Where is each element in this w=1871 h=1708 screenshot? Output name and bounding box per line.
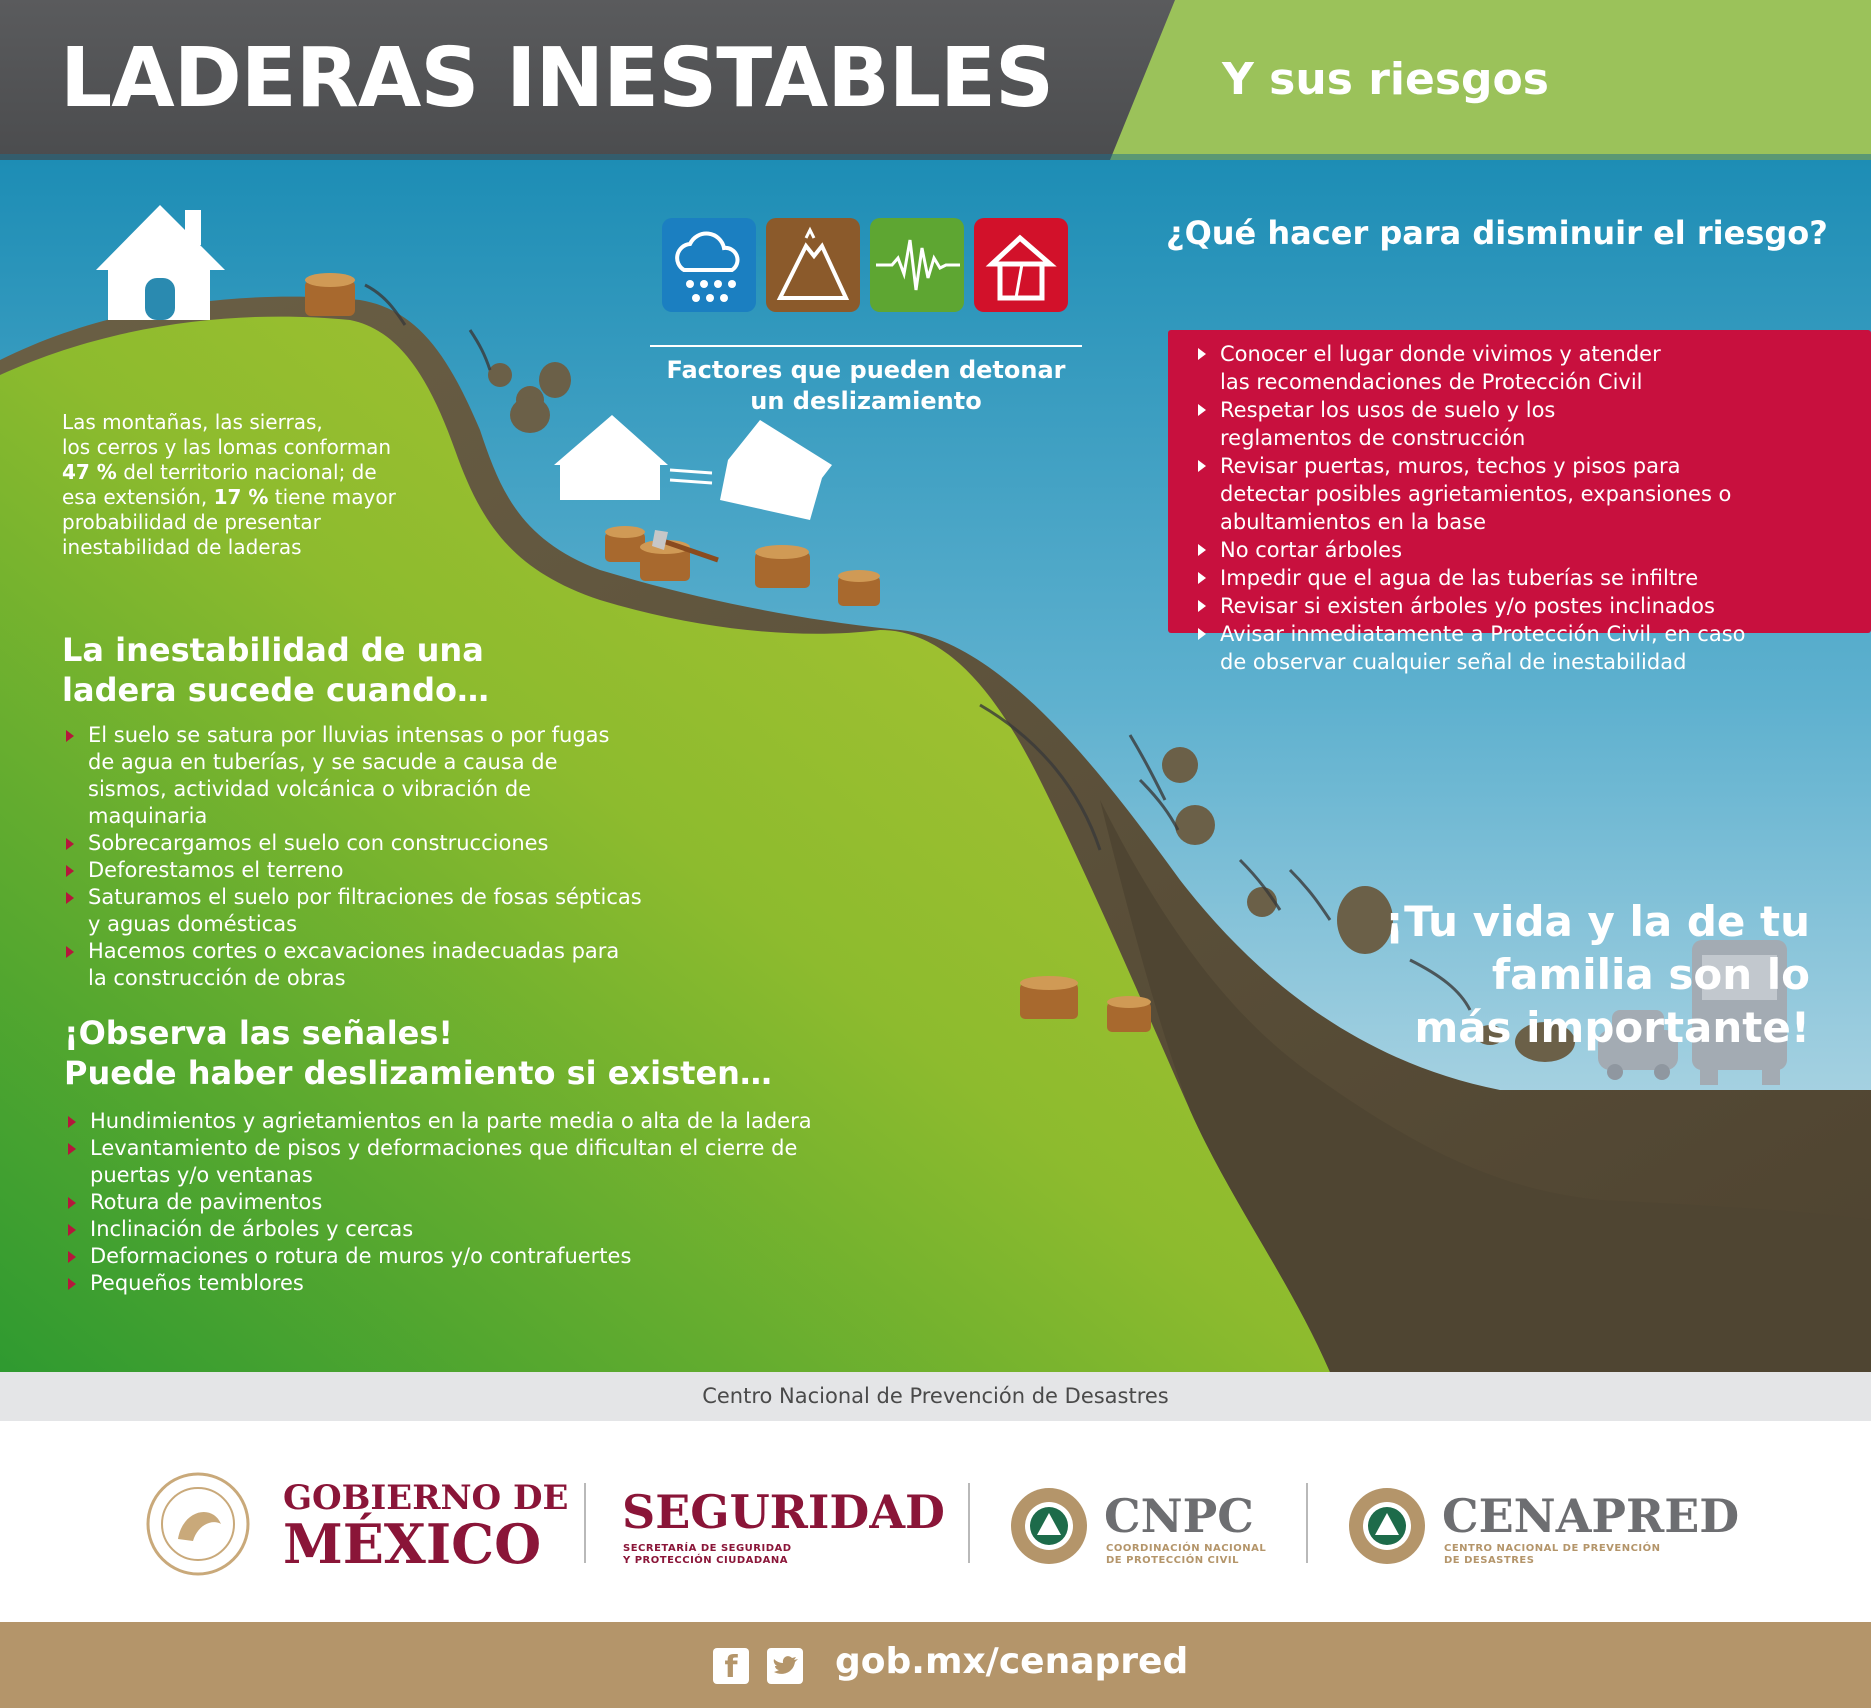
facebook-icon[interactable]: f: [713, 1648, 749, 1684]
page-title: LADERAS INESTABLES: [60, 31, 1054, 126]
causes-list: [62, 722, 682, 992]
list-item: Hundimientos y agrietamientos en la parte media o alta de la ladera: [64, 1108, 844, 1135]
twitter-icon[interactable]: [767, 1648, 803, 1684]
cnpc-subtitle-2: DE PROTECCIÓN CIVIL: [1106, 1555, 1239, 1566]
list-item: Saturamos el suelo por filtraciones de fosas sépticas y aguas domésticas: [62, 884, 652, 938]
volcano-icon: [766, 218, 860, 312]
credit-text: Centro Nacional de Prevención de Desastres: [702, 1384, 1169, 1408]
list-item: Revisar puertas, muros, techos y pisos para detectar posibles agrietamientos, expansiones o abultamientos en la base: [1194, 452, 1734, 536]
slogan: ¡Tu vida y la de tu familia son lo más importante!: [1384, 897, 1810, 1052]
gobierno-logo-line1: GOBIERNO DE: [283, 1478, 569, 1518]
rain-icon: [662, 218, 756, 312]
list-item: No cortar árboles: [1194, 536, 1864, 564]
gobierno-logo-line2: MÉXICO: [283, 1512, 542, 1576]
risk-recommendations-box: [1168, 330, 1871, 674]
cenapred-subtitle-2: DE DESASTRES: [1444, 1555, 1535, 1566]
risk-heading: ¿Qué hacer para disminuir el riesgo?: [1166, 214, 1828, 252]
logos-strip: [0, 1421, 1871, 1621]
website-link[interactable]: gob.mx/cenapred: [835, 1641, 1189, 1682]
divider: [584, 1483, 586, 1563]
signs-heading: ¡Observa las señales! Puede haber deslizamiento si existen…: [64, 1014, 772, 1092]
list-item: Inclinación de árboles y cercas: [64, 1216, 844, 1243]
causes-heading: La inestabilidad de una ladera sucede cuando…: [62, 631, 489, 709]
bottom-bar: [0, 1622, 1871, 1708]
list-item: Deformaciones o rotura de muros y/o contrafuertes: [64, 1243, 844, 1270]
divider: [1306, 1483, 1308, 1563]
list-item: Levantamiento de pisos y deformaciones que dificultan el cierre de puertas y/o ventanas: [64, 1135, 804, 1189]
seismograph-icon: [870, 218, 964, 312]
risk-list: [1194, 340, 1864, 676]
factors-caption: Factores que pueden detonar un deslizamiento: [650, 345, 1082, 417]
list-item: Deforestamos el terreno: [62, 857, 682, 884]
intro-paragraph: Las montañas, las sierras, los cerros y las lomas conforman 47 % del territorio nacional; de esa extensión, 17 % tiene mayor probabilidad de presentar inestabilidad de laderas: [62, 410, 396, 559]
cenapred-logo: CENAPRED: [1442, 1489, 1740, 1543]
header-banner: [0, 0, 1871, 160]
list-item: Hacemos cortes o excavaciones inadecuadas para la construcción de obras: [62, 938, 622, 992]
seguridad-logo: SEGURIDAD: [622, 1485, 945, 1539]
list-item: Impedir que el agua de las tuberías se infiltre: [1194, 564, 1864, 592]
mexico-seal-icon: [143, 1469, 253, 1579]
list-item: Revisar si existen árboles y/o postes inclinados: [1194, 592, 1864, 620]
cnpc-subtitle-1: COORDINACIÓN NACIONAL: [1106, 1543, 1267, 1554]
list-item: Sobrecargamos el suelo con construcciones: [62, 830, 682, 857]
cnpc-logo: CNPC: [1104, 1489, 1254, 1543]
seguridad-subtitle-2: Y PROTECCIÓN CIUDADANA: [623, 1555, 789, 1566]
hillside-scene: [0, 160, 1871, 1372]
list-item: Avisar inmediatamente a Protección Civil, en caso de observar cualquier señal de inestabilidad: [1194, 620, 1754, 676]
list-item: Rotura de pavimentos: [64, 1189, 844, 1216]
credit-bar: [0, 1372, 1871, 1421]
signs-list: [64, 1108, 844, 1297]
cenapred-subtitle-1: CENTRO NACIONAL DE PREVENCIÓN: [1444, 1543, 1661, 1554]
seguridad-subtitle-1: SECRETARÍA DE SEGURIDAD: [623, 1543, 792, 1554]
list-item: El suelo se satura por lluvias intensas o por fugas de agua en tuberías, y se sacude a causa de sismos, actividad volcánica o vibración de maquinaria: [62, 722, 622, 830]
list-item: Respetar los usos de suelo y los reglamentos de construcción: [1194, 396, 1684, 452]
page-subtitle: Y sus riesgos: [1222, 54, 1549, 105]
divider: [968, 1483, 970, 1563]
damaged-house-icon: [974, 218, 1068, 312]
list-item: Conocer el lugar donde vivimos y atender las recomendaciones de Protección Civil: [1194, 340, 1694, 396]
cenapred-emblem-icon: [1346, 1485, 1428, 1567]
cnpc-emblem-icon: [1008, 1485, 1090, 1567]
factors-icon-row: [662, 218, 1070, 312]
list-item: Pequeños temblores: [64, 1270, 844, 1297]
